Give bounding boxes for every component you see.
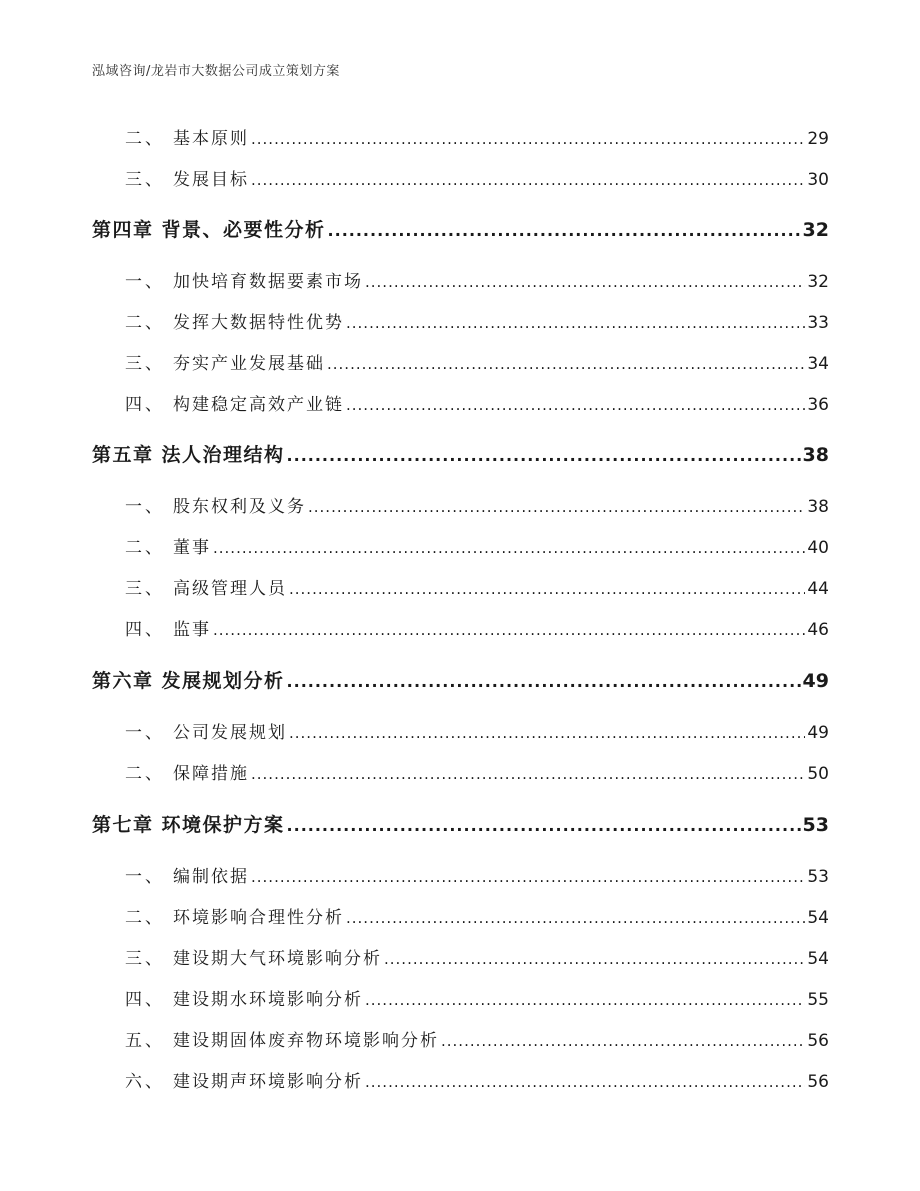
toc-entry-page: 44 (807, 579, 829, 599)
toc-leader-dots (346, 314, 805, 332)
toc-entry-section[interactable] (125, 390, 829, 415)
toc-leader-dots (346, 909, 805, 927)
toc-entry-number: 六、 (125, 1072, 165, 1092)
toc-entry-number: 四、 (125, 990, 165, 1010)
toc-chapter-title: 发展规划分析 (161, 670, 285, 692)
toc-entry-section[interactable] (125, 718, 829, 743)
toc-entry-number: 二、 (125, 538, 165, 558)
toc-entry-number: 三、 (125, 354, 165, 374)
page-header: 泓域咨询/龙岩市大数据公司成立策划方案 (92, 64, 340, 79)
toc-entry-title: 保障措施 (173, 764, 249, 784)
toc-entry-page: 54 (807, 908, 829, 928)
toc-entry-section[interactable] (125, 574, 829, 599)
toc-entry-section[interactable] (125, 862, 829, 887)
toc-entry-page: 50 (807, 764, 829, 784)
toc-leader-dots (441, 1032, 805, 1050)
toc-entry-page: 54 (807, 949, 829, 969)
toc-entry-section[interactable] (125, 124, 829, 149)
toc-entry-section[interactable] (125, 308, 829, 333)
toc-leader-dots (287, 816, 801, 835)
toc-entry-number: 二、 (125, 908, 165, 928)
toc-chapter-title: 背景、必要性分析 (161, 219, 326, 241)
toc-entry-section[interactable] (125, 944, 829, 969)
toc-entry-title: 环境影响合理性分析 (173, 908, 344, 928)
toc-leader-dots (308, 498, 805, 516)
toc-entry-title: 加快培育数据要素市场 (173, 272, 363, 292)
toc-leader-dots (251, 765, 805, 783)
toc-entry-title: 夯实产业发展基础 (173, 354, 325, 374)
toc-entry-title: 公司发展规划 (173, 723, 287, 743)
toc-entry-page: 33 (807, 313, 829, 333)
toc-entry-title: 发展目标 (173, 170, 249, 190)
toc-entry-title: 监事 (173, 620, 211, 640)
toc-leader-dots (251, 171, 805, 189)
toc-chapter-page: 32 (802, 219, 829, 241)
toc-entry-number: 四、 (125, 395, 165, 415)
toc-leader-dots (365, 1073, 805, 1091)
toc-entry-page: 46 (807, 620, 829, 640)
toc-entry-number: 四、 (125, 620, 165, 640)
toc-entry-section[interactable] (125, 492, 829, 517)
toc-entry-number: 一、 (125, 723, 165, 743)
toc-entry-page: 34 (807, 354, 829, 374)
toc-entry-section[interactable] (125, 165, 829, 190)
toc-entry-number: 一、 (125, 867, 165, 887)
toc-entry-page: 36 (807, 395, 829, 415)
toc-leader-dots (213, 621, 805, 639)
toc-entry-page: 56 (807, 1031, 829, 1051)
toc-chapter-page: 49 (802, 670, 829, 692)
toc-entry-title: 建设期声环境影响分析 (173, 1072, 363, 1092)
toc-leader-dots (327, 355, 805, 373)
toc-entry-page: 56 (807, 1072, 829, 1092)
toc-entry-page: 30 (807, 170, 829, 190)
toc-entry-title: 董事 (173, 538, 211, 558)
toc-chapter-page: 53 (802, 814, 829, 836)
toc-entry-page: 40 (807, 538, 829, 558)
toc-entry-title: 编制依据 (173, 867, 249, 887)
toc-entry-chapter[interactable] (92, 666, 829, 693)
toc-chapter-number: 第五章 (92, 444, 154, 466)
toc-leader-dots (287, 672, 801, 691)
toc-chapter-title: 环境保护方案 (161, 814, 285, 836)
toc-chapter-number: 第六章 (92, 670, 154, 692)
toc-entry-page: 29 (807, 129, 829, 149)
toc-entry-title: 建设期水环境影响分析 (173, 990, 363, 1010)
toc-entry-section[interactable] (125, 903, 829, 928)
toc-entry-number: 二、 (125, 129, 165, 149)
toc-entry-section[interactable] (125, 759, 829, 784)
toc-leader-dots (384, 950, 805, 968)
toc-entry-section[interactable] (125, 1067, 829, 1092)
toc-entry-number: 一、 (125, 272, 165, 292)
toc-entry-title: 建设期大气环境影响分析 (173, 949, 382, 969)
toc-leader-dots (287, 446, 801, 465)
toc-entry-title: 基本原则 (173, 129, 249, 149)
toc-entry-number: 二、 (125, 764, 165, 784)
toc-entry-number: 三、 (125, 170, 165, 190)
toc-entry-chapter[interactable] (92, 215, 829, 242)
toc-chapter-page: 38 (802, 444, 829, 466)
toc-entry-page: 38 (807, 497, 829, 517)
toc-leader-dots (346, 396, 805, 414)
toc-entry-page: 49 (807, 723, 829, 743)
toc-entry-chapter[interactable] (92, 440, 829, 467)
toc-leader-dots (365, 991, 805, 1009)
toc-entry-title: 股东权利及义务 (173, 497, 306, 517)
toc-entry-page: 32 (807, 272, 829, 292)
toc-entry-section[interactable] (125, 349, 829, 374)
toc-entry-section[interactable] (125, 615, 829, 640)
toc-entry-number: 一、 (125, 497, 165, 517)
toc-entry-section[interactable] (125, 267, 829, 292)
toc-leader-dots (365, 273, 805, 291)
toc-entry-number: 三、 (125, 949, 165, 969)
toc-leader-dots (251, 130, 805, 148)
toc-entry-page: 55 (807, 990, 829, 1010)
toc-entry-title: 构建稳定高效产业链 (173, 395, 344, 415)
toc-leader-dots (289, 724, 805, 742)
toc-entry-section[interactable] (125, 533, 829, 558)
toc-chapter-title: 法人治理结构 (161, 444, 285, 466)
toc-entry-title: 高级管理人员 (173, 579, 287, 599)
toc-entry-number: 三、 (125, 579, 165, 599)
toc-entry-title: 发挥大数据特性优势 (173, 313, 344, 333)
toc-chapter-number: 第四章 (92, 219, 154, 241)
toc-leader-dots (213, 539, 805, 557)
toc-chapter-number: 第七章 (92, 814, 154, 836)
toc-entry-number: 二、 (125, 313, 165, 333)
toc-entry-number: 五、 (125, 1031, 165, 1051)
toc-entry-page: 53 (807, 867, 829, 887)
toc-entry-section[interactable] (125, 985, 829, 1010)
toc-leader-dots (251, 868, 805, 886)
toc-entry-title: 建设期固体废弃物环境影响分析 (173, 1031, 439, 1051)
toc-entry-chapter[interactable] (92, 810, 829, 837)
toc-leader-dots (328, 221, 801, 240)
toc-entry-section[interactable] (125, 1026, 829, 1051)
toc-leader-dots (289, 580, 805, 598)
